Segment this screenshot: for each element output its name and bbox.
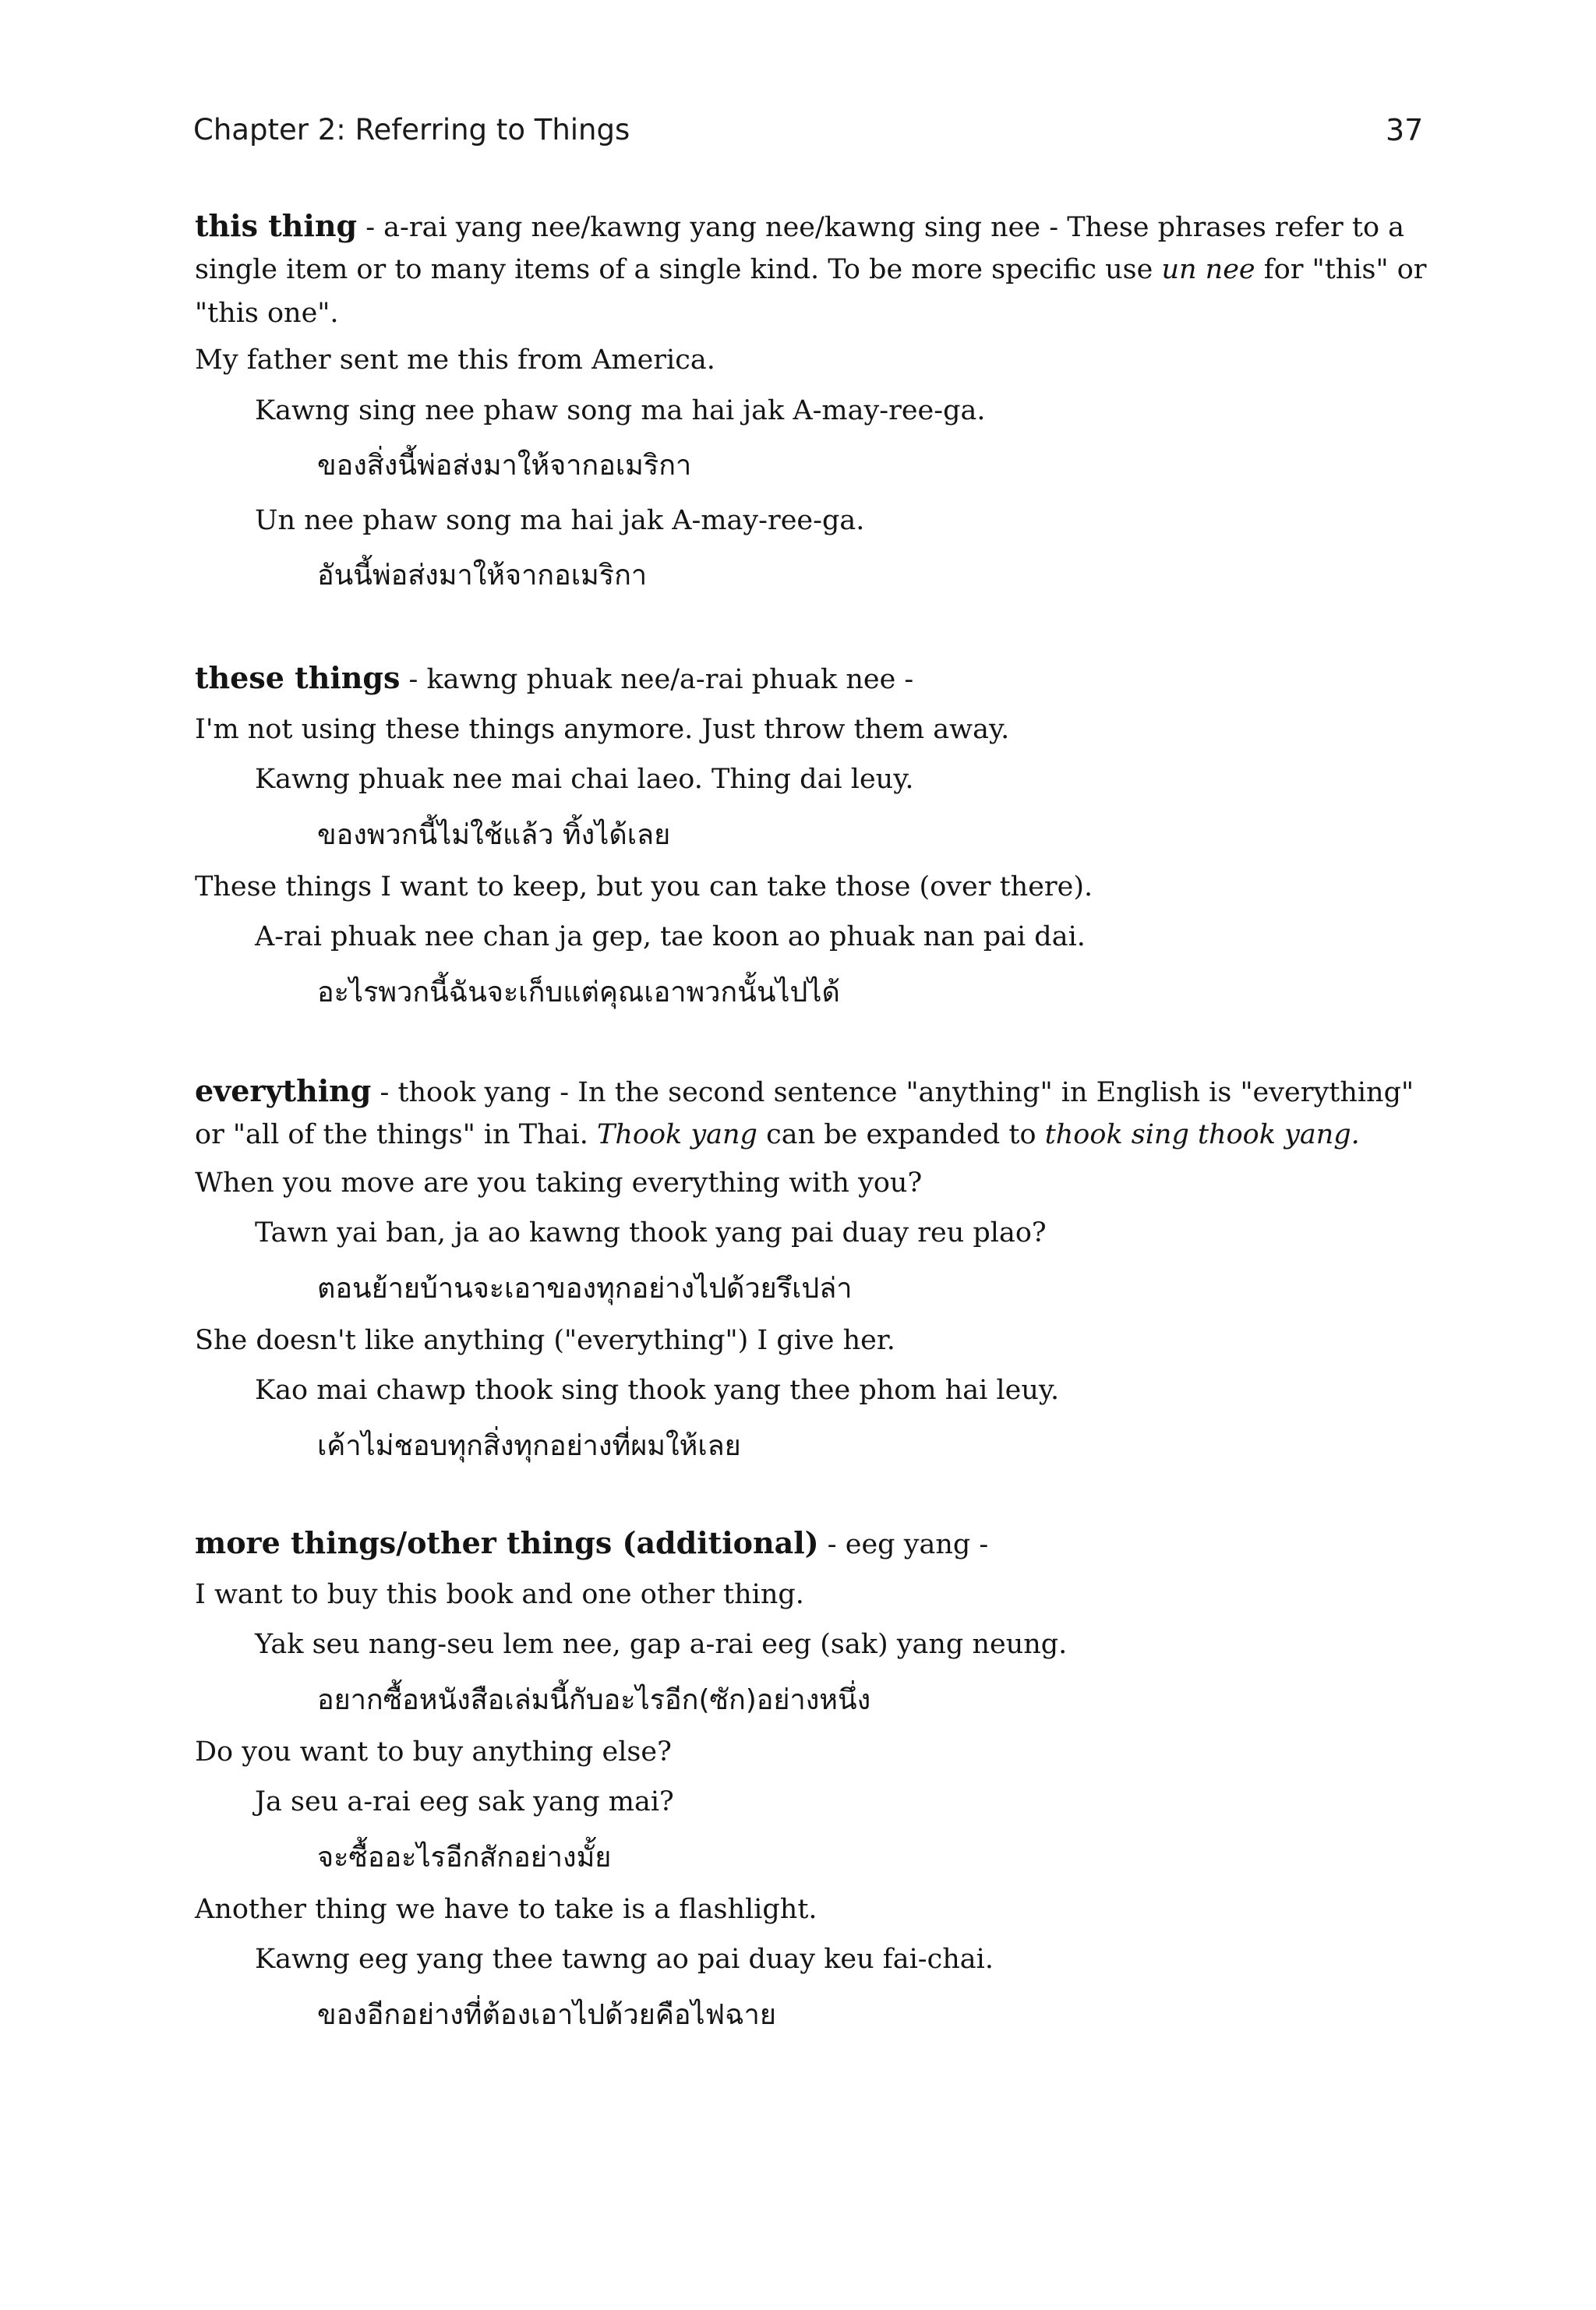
entry-term: this thing [195,208,358,243]
example-thai: ตอนย้ายบ้านจะเอาของทุกอย่างไปด้วยรึเปล่า [317,1273,853,1305]
entry-term: everything [195,1073,372,1108]
example-thai: ของสิ่งนี้พ่อส่งมาให้จากอเมริกา [317,450,692,482]
example-romanized: Tawn yai ban, ja ao kawng thook yang pai duay reu plao? [255,1217,1047,1249]
example-english: Another thing we have to take is a flashlight. [195,1894,817,1925]
example-thai: อะไรพวกนี้ฉันจะเก็บแต่คุณเอาพวกนั้นไปได้ [317,977,840,1008]
example-romanized: Yak seu nang-seu lem nee, gap a-rai eeg (sak) yang neung. [255,1629,1068,1660]
chapter-header: Chapter 2: Referring to Things [193,113,630,147]
entry-term: more things/other things (additional) [195,1525,819,1560]
entry-everything: everything - thook yang - In the second sentence "anything" in English is "everything" [195,1073,1414,1108]
page-number: 37 [1386,113,1424,147]
example-english: My father sent me this from America. [195,344,715,376]
entry-these-things: these things - kawng phuak nee/a-rai phuak nee - [195,660,914,695]
entry-note: - These phrases refer to a [1049,212,1405,243]
example-romanized: Kawng eeg yang thee tawng ao pai duay keu fai-chai. [255,1944,994,1975]
example-thai: เค้าไม่ชอบทุกสิ่งทุกอย่างที่ผมให้เลย [317,1430,741,1462]
entry-transliteration: thook yang [397,1077,552,1108]
example-english: I want to buy this book and one other thing. [195,1579,804,1610]
example-romanized: Kawng sing nee phaw song ma hai jak A-may-ree-ga. [255,395,986,426]
example-english: She doesn't like anything ("everything") I give her. [195,1325,895,1356]
entry-note-line: or "all of the things" in Thai. Thook yang can be expanded to thook sing thook yang. [195,1119,1360,1150]
entry-more-things: more things/other things (additional) - eeg yang - [195,1525,989,1560]
example-english: Do you want to buy anything else? [195,1736,672,1768]
example-english: When you move are you taking everything with you? [195,1167,923,1199]
example-romanized: Ja seu a-rai eeg sak yang mai? [255,1786,674,1817]
example-thai: ของพวกนี้ไม่ใช้แล้ว ทิ้งได้เลย [317,819,671,851]
example-romanized: A-rai phuak nee chan ja gep, tae koon ao phuak nan pai dai. [255,921,1086,952]
example-english: I'm not using these things anymore. Just throw them away. [195,714,1010,745]
example-thai: อันนี้พ่อส่งมาให้จากอเมริกา [317,560,648,592]
example-romanized: Kawng phuak nee mai chai laeo. Thing dai leuy. [255,764,914,795]
example-thai: ของอีกอย่างที่ต้องเอาไปด้วยคือไฟฉาย [317,1999,776,2031]
entry-transliteration: a-rai yang nee/kawng yang nee/kawng sing nee [383,212,1041,243]
entry-transliteration: kawng phuak nee/a-rai phuak nee - [426,664,914,695]
entry-note-line: "this one". [195,298,339,329]
entry-transliteration: eeg yang - [845,1529,989,1560]
example-thai: อยากซื้อหนังสือเล่มนี้กับอะไรอีก(ซัก)อย่างหนึ่ง [317,1684,871,1716]
example-english: These things I want to keep, but you can take those (over there). [195,871,1093,902]
example-thai: จะซื้ออะไรอีกสักอย่างมั้ย [317,1842,612,1874]
example-romanized: Kao mai chawp thook sing thook yang thee phom hai leuy. [255,1375,1060,1406]
entry-note-line: single item or to many items of a single kind. To be more specific use un nee for "this" or [195,254,1427,285]
example-romanized: Un nee phaw song ma hai jak A-may-ree-ga. [255,505,865,536]
entry-note: - In the second sentence "anything" in English is "everything" [560,1077,1414,1108]
entry-term: these things [195,660,401,695]
entry-this-thing: this thing - a-rai yang nee/kawng yang nee/kawng sing nee - These phrases refer to a [195,208,1405,243]
